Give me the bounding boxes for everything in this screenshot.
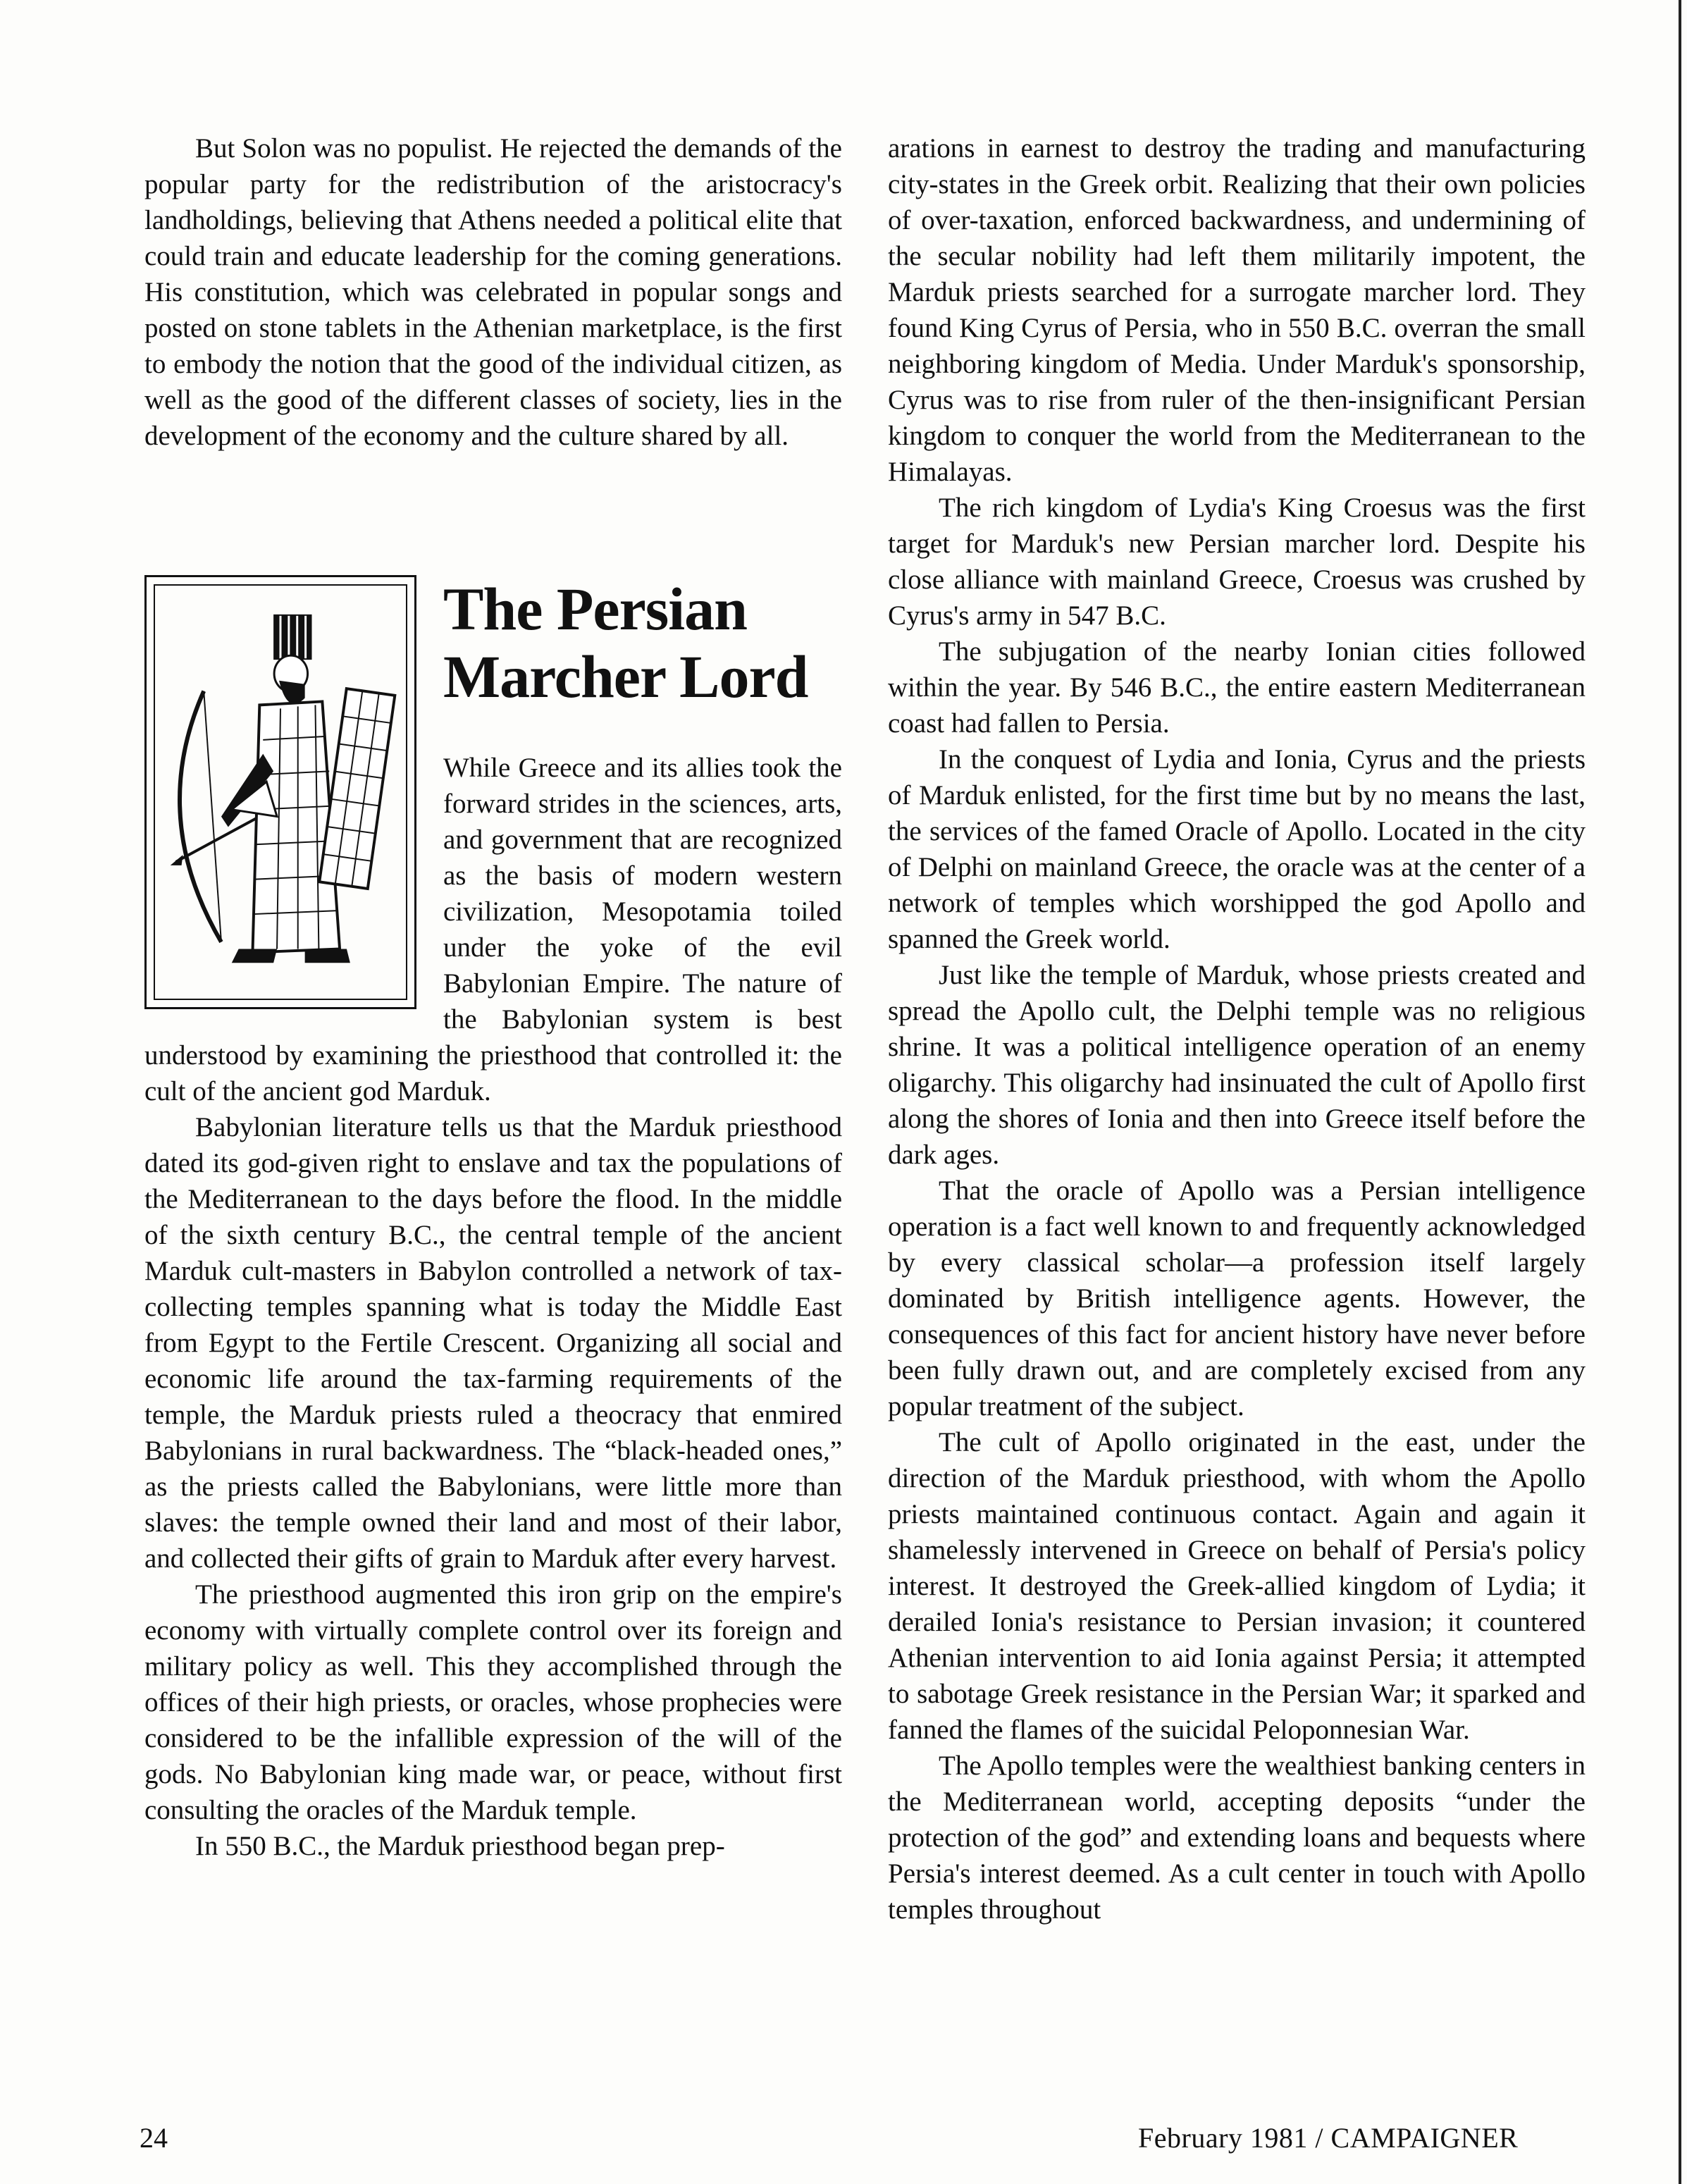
paragraph: But Solon was no populist. He rejected the demands of the popular party for the redistribution of the aristocracy's landholdings, believing that Athens needed a political elite that could train and educate leadership for the coming generations. His constitution, which was celebrated in popular songs and posted on stone tablets in the Athenian marketplace, is the first to embody the notion that the good of the individual citizen, as well as the good of the different classes of society, lies in the development of the economy and the culture shared by all. bbox=[144, 133, 842, 451]
left-column bbox=[144, 130, 842, 1864]
paragraph: In 550 B.C., the Marduk priesthood began prep- bbox=[195, 1831, 725, 1861]
page-edge-rule bbox=[1679, 0, 1681, 2184]
paragraph: arations in earnest to destroy the trading and manufacturing city-states in the Greek orbit. Realizing that their own policies of over-taxation, enforced backwardness, and undermining of the secular nobility had left them militarily impotent, the Marduk priests searched for a surrogate marcher lord. They found King Cyrus of Persia, who in 550 B.C. overran the small neighboring kingdom of Media. Under Marduk's sponsorship, Cyrus was to rise from ruler of the then-insignificant Persian kingdom to conquer the world from the Mediterranean to the Himalayas. bbox=[888, 133, 1586, 487]
paragraph: The cult of Apollo originated in the east, under the direction of the Marduk priesthood, with whom the Apollo priests maintained continuous contact. Again and again it shamelessly intervened in Greece on behalf of Persia's policy interest. It destroyed the Greek-allied kingdom of Lydia; it derailed Ionia's resistance to Persian invasion; it countered Athenian intervention to aid Ionia against Persia; it attempted to sabotage Greek resistance in the Persian War; it sparked and fanned the flames of the suicidal Peloponnesian War. bbox=[888, 1427, 1586, 1745]
paragraph: The priesthood augmented this iron grip on the empire's economy with virtually complete control over its foreign and military policy as well. This they accomplished through the offices of their high priests, or oracles, whose prophecies were considered to be the infallible expression of the will of the gods. No Babylonian king made war, or peace, without first consulting the oracles of the Marduk temple. bbox=[144, 1579, 842, 1825]
right-column bbox=[888, 130, 1586, 1927]
persian-archer-illustration bbox=[144, 575, 416, 1009]
page-number: 24 bbox=[140, 2122, 168, 2154]
archer-icon bbox=[155, 586, 406, 999]
paragraph: The rich kingdom of Lydia's King Croesus was the first target for Marduk's new Persian marcher lord. Despite his close alliance with mainland Greece, Croesus was crushed by Cyrus's army in 547 B.C. bbox=[888, 493, 1586, 631]
paragraph: Babylonian literature tells us that the Marduk priesthood dated its god-given right to enslave and tax the populations of the Mediterranean to the days before the flood. In the middle of the sixth century B.C., the central temple of the ancient Marduk cult-masters in Babylon controlled a network of tax-collecting temples spanning what is today the Middle East from Egypt to the Fertile Crescent. Organizing all social and economic life around the tax-farming requirements of the temple, the Marduk priests ruled a theocracy that enmired Babylonians in rural backwardness. The “black-headed ones,” as the priests called the Babylonians, were little more than slaves: the temple owned their land and most of their labor, and collected their gifts of grain to Marduk after every harvest. bbox=[144, 1112, 842, 1574]
paragraph: Just like the temple of Marduk, whose priests created and spread the Apollo cult, the Delphi temple was no religious shrine. It was a political intelligence operation of an enemy oligarchy. This oligarchy had insinuated the cult of Apollo first along the shores of Ionia and then into Greece itself before the dark ages. bbox=[888, 960, 1586, 1170]
feature-section bbox=[144, 575, 842, 1109]
paragraph: In the conquest of Lydia and Ionia, Cyrus and the priests of Marduk enlisted, for the first time but by no means the last, the services of the famed Oracle of Apollo. Located in the city of Delphi on mainland Greece, the oracle was at the center of a network of temples which worshipped the god Apollo and spanned the Greek world. bbox=[888, 744, 1586, 954]
issue-footer: February 1981 / CAMPAIGNER bbox=[1138, 2122, 1519, 2154]
paragraph: That the oracle of Apollo was a Persian intelligence operation is a fact well known to and frequently acknowledged by every classical scholar—a profession itself largely dominated by British intelligence agents. However, the consequences of this fact for ancient history have never before been fully drawn out, and are completely excised from any popular treatment of the subject. bbox=[888, 1176, 1586, 1421]
paragraph: While Greece and its allies took the forward strides in the sciences, arts, and government that are recognized as the basis of modern western civilization, Mesopotamia toiled under the yoke of the evil Babylonian Empire. The nature of the Babylonian system is best understood by examining the priesthood that controlled it: the cult of the ancient god Marduk. bbox=[144, 753, 842, 1106]
section-headline: The Persian Marcher Lord bbox=[443, 575, 808, 710]
paragraph: The subjugation of the nearby Ionian cities followed within the year. By 546 B.C., the entire eastern Mediterranean coast had fallen to Persia. bbox=[888, 636, 1586, 739]
paragraph: The Apollo temples were the wealthiest banking centers in the Mediterranean world, accepting deposits “under the protection of the god” and extending loans and bequests where Persia's interest deemed. As a cult center in touch with Apollo temples throughout bbox=[888, 1751, 1586, 1925]
